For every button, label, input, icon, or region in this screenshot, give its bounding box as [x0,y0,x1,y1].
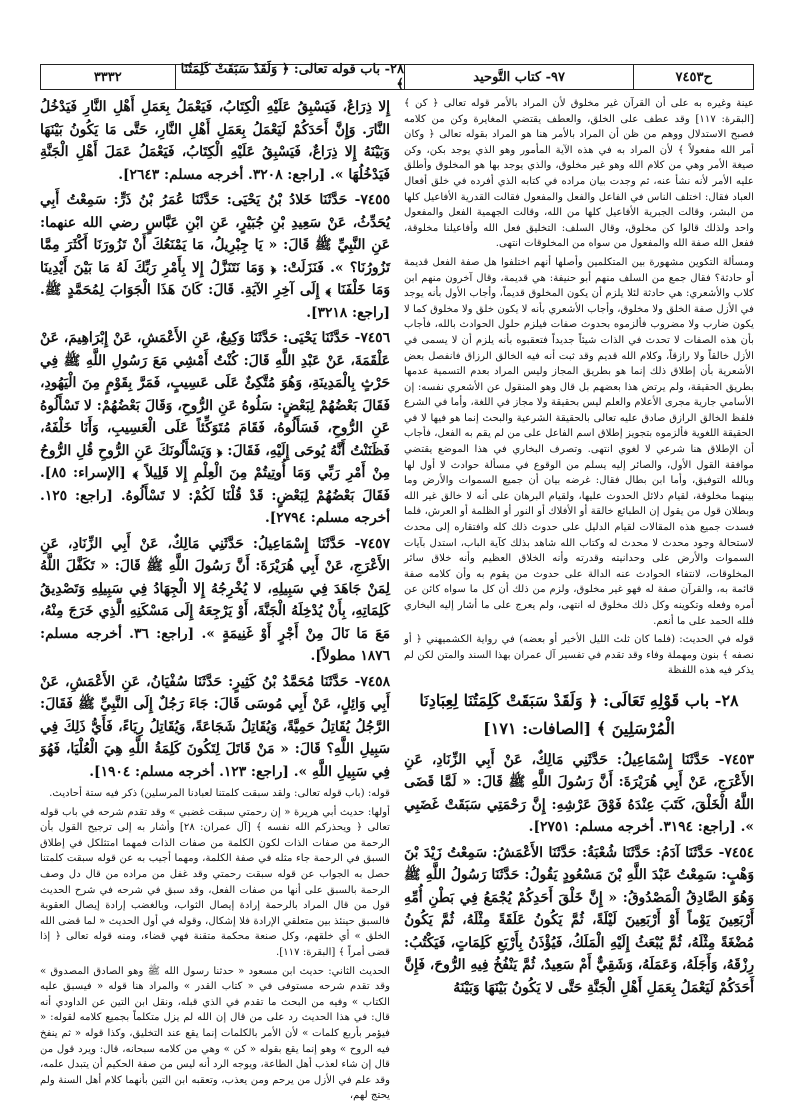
commentary-paragraph: الحديث الثاني: حديث ابن مسعود « حدثنا رسول الله ﷺ وهو الصادق المصدوق » وقد تقدم شرحه مستوفى في « كتاب القدر » والمراد هنا قوله « فيسبق عليه الكتاب » وفيه من البحث ما تقدم في الذي قبله، ونقل ابن التين عن الداودي أنه قال: في هذا الحديث رد على من قال إن الله لم يزل متكلماً بجميع كلامه لقوله: « فيؤمر بأربع كلمات » لأن الأمر بالكلمات إنما يقع عند التخليق، وكذا قوله « ثم ينفخ فيه الروح » وهو إنما يقع بقوله « كن » وهي من كلامه سبحانه، قال: ويرد قول من قال إن شاء لعذب أهل الطاعة، ويوجه الرد أنه ليس من صفة الحكيم أن يتبدل علمه، وقد علم في الأزل من يرحم ومن يعذب، وتعقبه ابن التين بأنهما كلام أهل السنة ولم يحتج لهم، [40,965,390,1102]
hadith-7457: ٧٤٥٧- حَدَّثَنَا إِسْمَاعِيلُ: حَدَّثَنِي مَالِكٌ، عَنْ أَبِي الزِّنَادِ، عَنِ الأَعْرَجِ، عَنْ أَبِي هُرَيْرَةَ: أَنَّ رَسُولَ اللَّهِ ﷺ قَالَ: « تَكَفَّلَ اللَّهُ لِمَنْ جَاهَدَ فِي سَبِيلِهِ، لا يُخْرِجُهُ إِلا الْجِهَادُ فِي سَبِيلِهِ وَتَصْدِيقُ كَلِمَاتِهِ، بِأَنْ يُدْخِلَهُ الْجَنَّةَ، أَوْ يَرْجِعَهُ إِلَى مَسْكَنِهِ الَّذِي خَرَجَ مِنْهُ، مَعَ مَا نَالَ مِنْ أَجْرٍ أَوْ غَنِيمَةٍ ». [راجع: ٣٦. أخرجه مسلم: ١٨٧٦ مطولاً]. [40,535,390,664]
hadith-7453: ٧٤٥٣- حَدَّثَنَا إِسْمَاعِيلُ: حَدَّثَنِي مَالِكٌ، عَنْ أَبِي الزِّنَادِ، عَنِ الأَعْرَجِ، عَنْ أَبِي هُرَيْرَةَ: أَنَّ رَسُولَ اللَّهِ ﷺ قَالَ: « لَمَّا قَضَى اللَّهُ الْخَلْقَ، كَتَبَ عِنْدَهُ فَوْقَ عَرْشِهِ: إِنَّ رَحْمَتِي سَبَقَتْ غَضَبِي ». [راجع: ٣١٩٤. أخرجه مسلم: ٢٧٥١]. [404,751,754,836]
page-number: ٣٣٣٢ [93,69,122,85]
page-header [40,64,754,90]
text-columns [40,96,754,1102]
commentary-paragraph: ومسألة التكوين مشهورة بين المتكلمين وأصلها أنهم اختلفوا هل صفة الفعل قديمة أو حادثة؟ فقال جمع من السلف منهم أبو حنيفة: هي قديمة، وقال آخرون منهم ابن كلاب والأشعري: هي حادثة لئلا يلزم أن يكون المخلوق قديماً، وأجاب الأول بأنه يوجد في الأزل صفة الخلق ولا مخلوق، وأجاب الأشعري بأنه لا يكون خلق ولا مخلوق كما لا يكون ضارب ولا مضروب فألزموه بحدوث صفات فيلزم حلول الحوادث بالله، فأجاب بأن هذه الصفات لا تحدث في الذات شيئاً جديداً فتعقبوه بأنه يلزم أن لا يسمى في الأزل خالقاً ولا رازقاً، وكلام الله قديم وقد ثبت أنه فيه الخالق الرزاق فانفصل بعض الأشعرية بأن إطلاق ذلك إنما هو بطريق المجاز وليس المراد بعدم التسمية عدمها بطريق الحقيقة، ولم يرتض هذا بعضهم بل قال وهو المنقول عن الأشعري نفسه: إن الأسامي جارية مجرى الأعلام والعلم ليس بحقيقة ولا مجاز في اللغة، وأما في الشرع فلفظ الخالق الرازق صادق عليه تعالى بالحقيقة الشرعية والبحث إنما هو فيها لا في الحقيقة اللغوية فألزموه بتجويز إطلاق اسم الفاعل على من لم يقم به الفعل، فأجاب أن الإطلاق هنا شرعي لا لغوي انتهى. وتصرف البخاري في هذا الموضع يقتضي موافقة القول الأول، والصائر إليه يسلم من الوقوع في مسألة حوادث لا أول لها وبالله التوفيق، وأما ابن بطال فقال: غرضه بيان أن جميع السموات والأرض وما بينهما مخلوقة، لقيام دلائل الحدوث عليها، ولقيام البرهان على أنه لا خالق غير الله وبطلان قول من يقول إن الطبائع خالقة أو الأفلاك أو النور أو الظلمة أو العرش، فلما فسدت جميع هذه المقالات لقيام الدليل على حدوث ذلك كله وافتقاره إلى محدث لاستحالة وجود محدث لا محدث له وكتاب الله شاهد بذلك كآية الباب، استدل بآيات السموات والأرض على وحدانيته وقدرته وأنه الخلاق العظيم وأنه خلاق سائر المخلوقات، لانتفاء الحوادث عنه الدالة على حدوث من يقوم به وأن كلامه صفة قائمة به، والقرآن صفة له فهو غير مخلوق، ولزم من ذلك أن كل ما سواه كائن عن أمره وفعله وتكوينه وكل ذلك مخلوق له انتهى، ولم يعرج على ما أشار إليه البخاري فلله الحمد على ما أنعم. [404,256,754,627]
hadith-7454: ٧٤٥٤- حَدَّثَنَا آدَمُ: حَدَّثَنَا شُعْبَةُ: حَدَّثَنَا الأَعْمَشُ: سَمِعْتُ زَيْدَ بْنَ وَهْبٍ: سَمِعْتُ عَبْدَ اللَّهِ بْنَ مَسْعُودٍ يَقُولُ: حَدَّثَنَا رَسُولُ اللَّهِ ﷺ وَهُوَ الصَّادِقُ الْمَصْدُوقُ: « إِنَّ خَلْقَ أَحَدِكُمْ يُجْمَعُ فِي بَطْنِ أُمِّهِ أَرْبَعِينَ يَوْماً أَوْ أَرْبَعِينَ لَيْلَةً، ثُمَّ يَكُونُ عَلَقَةً مِثْلَهُ، ثُمَّ يَكُونُ مُضْغَةً مِثْلَهُ، ثُمَّ يُبْعَثُ إِلَيْهِ الْمَلَكُ، فَيُؤْذَنُ بِأَرْبَعِ كَلِمَاتٍ، فَيَكْتُبُ: رِزْقَهُ، وَأَجَلَهُ، وَعَمَلَهُ، وَشَقِيٌّ أَمْ سَعِيدٌ، ثُمَّ يَنْفُخُ فِيهِ الرُّوحَ، فَإِنَّ أَحَدَكُمْ لَيَعْمَلُ بِعَمَلِ أَهْلِ الْجَنَّةِ حَتَّى لا يَكُونُ بَيْنَهَا وَبَيْنَهُ [404,844,754,996]
commentary-paragraph: قوله: (باب قوله تعالى: ولقد سبقت كلمتنا لعبادنا المرسلين) ذكر فيه ستة أحاديث. [49,788,390,799]
chapter-header: ٢٨- باب قوله تعالى: ﴿ وَلَقَدْ سَبَقَتْ كَلِمَتُنَا ﴾ [175,65,404,89]
book-title: ٩٧- كتاب التَّوحيد [404,65,633,89]
commentary-paragraph: قوله في الحديث: (فلما كان ثلث الليل الأخير أو بعضه) في رواية الكشميهني ﴿ أو نصفه ﴾ بنون ومهملة وفاء وقد تقدم في تفسير آل عمران بهذا السند والمتن لكن لم يذكر فيه هذه اللفظة [404,634,754,677]
right-column [404,96,754,1086]
left-column [40,96,391,1102]
chapter-title: ٢٨- باب قَوْلِهِ تَعَالَى: ﴿ وَلَقَدْ سَبَقَتْ كَلِمَتُنَا لِعِبَادِنَا الْمُرْسَلِينَ ﴾ [الصافات: ١٧١] [419,690,739,738]
page-code: ح٧٤٥٣ [633,65,753,89]
hadith-7458: ٧٤٥٨- حَدَّثَنَا مُحَمَّدُ بْنُ كَثِيرٍ: حَدَّثَنَا سُفْيَانُ، عَنِ الأَعْمَشِ، عَنْ أَبِي وَائِلٍ، عَنْ أَبِي مُوسَى قَالَ: جَاءَ رَجُلٌ إِلَى النَّبِيِّ ﷺ فَقَالَ: الرَّجُلُ يُقَاتِلُ حَمِيَّةً، وَيُقَاتِلُ شَجَاعَةً، وَيُقَاتِلُ رِيَاءً، فَأَيُّ ذَلِكَ فِي سَبِيلِ اللَّهِ؟ قَالَ: « مَنْ قَاتَلَ لِتَكُونَ كَلِمَةُ اللَّهِ هِيَ الْعُلْيَا، فَهُوَ فِي سَبِيلِ اللَّهِ ». [راجع: ١٢٣. أخرجه مسلم: ١٩٠٤]. [40,673,390,780]
hadith-7456: ٧٤٥٦- حَدَّثَنَا يَحْيَى: حَدَّثَنَا وَكِيعٌ، عَنِ الأَعْمَشِ، عَنْ إِبْرَاهِيمَ، عَنْ عَلْقَمَةَ، عَنْ عَبْدِ اللَّهِ قَالَ: كُنْتُ أَمْشِي مَعَ رَسُولِ اللَّهِ ﷺ فِي حَرْثٍ بِالْمَدِينَةِ، وَهُوَ مُتَّكِئٌ عَلَى عَسِيبٍ، فَمَرَّ بِقَوْمٍ مِنَ الْيَهُودِ، فَقَالَ بَعْضُهُمْ لِبَعْضٍ: سَلُوهُ عَنِ الرُّوحِ، وَقَالَ بَعْضُهُمْ: لا تَسْأَلُوهُ عَنِ الرُّوحِ، فَسَأَلُوهُ، فَقَامَ مُتَوَكِّئاً عَلَى الْعَسِيبِ، وَأَنَا خَلْفَهُ، فَظَنَنْتُ أَنَّهُ يُوحَى إِلَيْهِ، فَقَالَ: ﴿ وَيَسْأَلُونَكَ عَنِ الرُّوحِ قُلِ الرُّوحُ مِنْ أَمْرِ رَبِّي وَمَا أُوتِيتُمْ مِنَ الْعِلْمِ إِلا قَلِيلاً ﴾ [الإسراء: ٨٥]. فَقَالَ بَعْضُهُمْ لِبَعْضٍ: قَدْ قُلْنَا لَكُمْ: لا تَسْأَلُوهُ. [راجع: ١٢٥. أخرجه مسلم: ٢٧٩٤]. [40,330,390,526]
hadith-continuation: إِلا ذِرَاعٌ، فَيَسْبِقُ عَلَيْهِ الْكِتَابُ، فَيَعْمَلُ بِعَمَلِ أَهْلِ النَّارِ فَيَدْخُلُ النَّارَ. وَإِنَّ أَحَدَكُمْ لَيَعْمَلُ بِعَمَلِ أَهْلِ النَّارِ، حَتَّى مَا يَكُونُ بَيْنَهَا وَبَيْنَهُ إِلا ذِرَاعٌ، فَيَسْبِقُ عَلَيْهِ الْكِتَابُ، فَيَعْمَلُ عَمَلَ أَهْلِ الْجَنَّةِ فَيَدْخُلُهَا ». [راجع: ٣٢٠٨. أخرجه مسلم: ٢٦٤٣]. [40,99,390,183]
book-page [40,40,754,1102]
commentary-paragraph: عينة وغيره به على أن القرآن غير مخلوق لأن المراد بالأمر قوله تعالى ﴿ كن ﴾ [البقرة: ١١٧] وقد عطف على الخلق، والعطف يقتضي المغايرة وكن من كلامه فصبح الاستدلال ووهم من ظن أن المراد بالأمر هنا هو المراد بقوله تعالى ﴿ وكان أمر الله مفعولاً ﴾ لأن المراد به في هذه الآية المأمور وهو الذي يوجد بكن، وكن صيغة الأمر وهي من كلام الله وهو غير مخلوق، والذي يوجد بها هو المخلوق وأطلق عليه الأمر لأنه نشأ عنه، ثم وجدت بيان مراده في كتابه الذي أفرده في خلق أفعال العباد فقال: اختلف الناس في الفاعل والفعل والمفعول فقالت القدرية الأفاعيل كلها من البشر، وقالت الجبرية الأفاعيل كلها من الله، وقالت الجهمية الفعل والمفعول واحد ولذلك قالوا كن مخلوق، وقال السلف: التخليق فعل الله وأفاعيلنا مخلوقة، ففعل الله صفة الله والمفعول من سواه من المخلوقات انتهى. [404,98,754,250]
hadith-7455: ٧٤٥٥- حَدَّثَنَا خَلادُ بْنُ يَحْيَى: حَدَّثَنَا عُمَرُ بْنُ ذَرٍّ: سَمِعْتُ أَبِي يُحَدِّثُ، عَنْ سَعِيدِ بْنِ جُبَيْرٍ، عَنِ ابْنِ عَبَّاسٍ رضي الله عنهما: عَنِ النَّبِيِّ ﷺ قَالَ: « يَا جِبْرِيلُ، مَا يَمْنَعُكَ أَنْ تَزُورَنَا أَكْثَرَ مِمَّا تَزُورُنَا؟ ». فَنَزَلَتْ: ﴿ وَمَا نَتَنَزَّلُ إِلا بِأَمْرِ رَبِّكَ لَهُ مَا بَيْنَ أَيْدِينَا وَمَا خَلْفَنَا ﴾ إِلَى آخِرِ الآيَةِ. قَالَ: كَانَ هَذَا الْجَوَابَ لِمُحَمَّدٍ ﷺ. [راجع: ٣٢١٨]. [40,192,390,321]
commentary-paragraph: أولها: حديث أبي هريرة « إن رحمتي سبقت غضبي » وقد تقدم شرحه في باب قوله تعالى ﴿ ويحذركم الله نفسه ﴾ [آل عمران: ٢٨] وأشار به إلى ترجيح القول بأن الرحمة من صفات الذات لكون الكلمة من صفات الذات فمهما امتثلكل في إطلاق السبق في الرحمة جاء مثله في صفة الكلمة، ومهما أجيب به عن قوله سبقت كلمتنا حصل به الجواب عن قوله سبقت رحمتي وقد غفل من مراده من قال دل وصف الرحمة بالسبق على أنها من صفات الفعل، وقد سبق في شرحه في شرح الحديث قول من قال المراد بالرحمة إرادة إيصال الثواب، وبالغضب إرادة إيصال العقوبة فالسبق حينئذ بين متعلقي الإرادة فلا إشكال، وقوله في أول الحديث « لما قضى الله الخلق » أي خلقهم، وكل صنعة محكمة متقنة فهي قضاء، ومنه قوله تعالى ﴿ إذا قضى أمراً ﴾ [البقرة: ١١٧]. [40,806,391,958]
